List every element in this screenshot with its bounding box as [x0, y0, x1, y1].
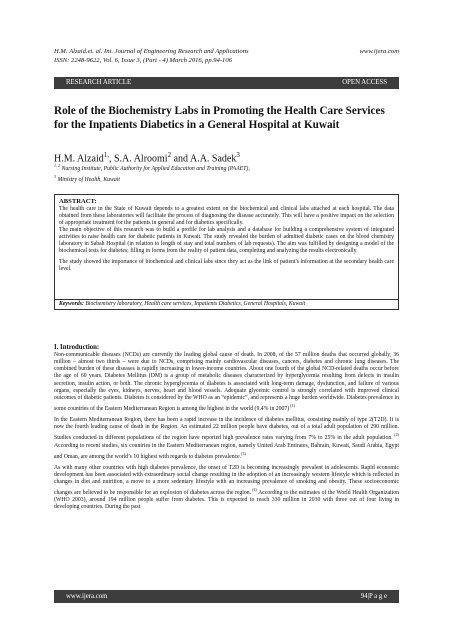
affiliation-2-sup: 3 — [54, 174, 57, 180]
citation-sup: (3) — [241, 450, 246, 456]
author-1: H.M. Alzaid — [54, 153, 104, 165]
keywords-label: Keywords: — [59, 301, 84, 307]
body-paragraph — [54, 417, 399, 461]
author-2: , S.A. Alroomi — [108, 153, 168, 165]
abstract-paragraph: The health care in the State of Kuwait depends to a greatest extent on the biochemical and clinical labs attached at each hospital. The data obtained from these laboratories will facilitate the process of diagnosing the disease accurately. This will have a positive impact on the selection of appropriate treatment for the patients in general and for diabetics specifically. — [59, 206, 394, 227]
author-1-sup: 1, — [103, 151, 109, 159]
citation-sup: (2) — [392, 432, 399, 438]
affiliation-1-sup: 1, 2 — [54, 163, 61, 168]
body-text: Non-communicable diseases (NCDs) are currently the leading global cause of death. In 2008, of the 57 million deaths that occurred globally, 36 million – almost two thirds – were due to NCDs, comprising mainly cardiovascular diseases, cancers, diabetes and chronic lung diseases. The combined burden of these diseases is rapidly increasing in lower-income countries. About one fourth of the global NCD-related deaths occur before the age of 60 years. Diabetes Mellitus (DM) is a group of metabolic diseases characterized by hyperglycemia resulting from defects in insulin secretion, insulin action, or both. The chronic hyperglycemia of diabetes is associated with long-term damage, dysfunction, and failure of various organs, especially the eyes, kidneys, nerves, heart and blood vessels. Adequate glycemic control is strongly correlated with improved clinical outcomes of diabetic patients. Diabetes is considered by the WHO as an “epidemic”, and represents a huge burden worldwide. Diabetes prevalence in some countries of the Eastern Mediterranean Region is among the highest in the world (9.4% in 2007) — [54, 352, 399, 412]
footer-website[interactable]: www.ijera.com — [66, 593, 108, 600]
journal-header — [54, 47, 399, 65]
body-paragraph — [54, 352, 399, 413]
open-access-label: OPEN ACCESS — [342, 79, 387, 86]
body-text: In the Eastern Mediterranean Region, there has been a rapid increase in the incidence of diabetes mellitus, consisting mainly of type 2(T2D). It is now the fourth leading cause of death in the Region. An estimated 22 million people have diabetes, out of a total adult population of 290 million. Studies conducted in different populations of the region have reported high prevalence rates varying from 7% to 25% in the adult population. — [54, 417, 399, 442]
author-3: and A.A. Sadek — [171, 153, 237, 165]
body-text: According to recent studies, six countries in the Eastern Mediterranean region, namely United Arab Emirates, Bahrain, Kuwait, Saudi Arabia, Egypt and Oman, are among the world’s 10 highest with regards to diabetes prevalence. — [54, 442, 399, 460]
keywords-line — [54, 300, 399, 310]
author-3-sup: 3 — [236, 151, 240, 159]
article-type-banner — [54, 77, 399, 89]
affiliation-2: Ministry of Health, Kuwait — [56, 177, 120, 184]
abstract-heading: ABSTRACT: — [59, 198, 97, 205]
research-article-label: RESEARCH ARTICLE — [66, 79, 132, 86]
body-text: As with many other countries with high diabetes prevalence, the onset of T2D is becoming increasingly prevalent in adolescents. Rapid economic development has been associated with extraordinary social change resulting in the adoption of an increasingly western lifestyle which is reflected in changes in diet and nutrition, a move to a more sedentary lifestyle with an increasing prevalence of smoking and obesity. These socioeconomic changes are believed to be responsible for an explosion of diabetes across the region. — [54, 464, 399, 497]
affiliations — [54, 162, 250, 184]
abstract-paragraph: The main objective of this research was to build a profile for lab analysis and a database for building a comprehensive system of integrated activities to raise health care for diabetic patients in Kuwait. The study revealed the burden of admitted diabetic cases on the blood chemistry laboratory in Sabah Hospital (in relation to length of stay and total numbers of lab requests). The aim was fulfilled by designing a model of the biochemical tests for diabetes; filling in forms from the reality of patient data, completing and analyzing the results electronically. — [59, 227, 394, 255]
body-text: According to the estimates of the World Health Organization (WHO 2003), around 194 million people suffer from diabetes. This is expected to reach 330 million in 2030 with three out of four living in developing countries. During the past — [54, 490, 400, 511]
citation-line-2: ISSN: 2248-9622, Vol. 6, Issue 3, (Part - 4) March 2016, pp.94-106 — [54, 57, 232, 64]
paper-title: Role of the Biochemistry Labs in Promoting the Health Care Services for the Inpatients Diabetics in a General Hospital at Kuwait — [54, 105, 385, 132]
citation-sup: (1) — [289, 403, 295, 409]
citation-line-1: H.M. Alzaid.et. al. Int. Journal of Engineering Research and Applications — [54, 48, 249, 55]
page-number: 94|P a g e — [360, 593, 387, 600]
section-body — [54, 352, 399, 516]
section-heading: I. Introduction: — [54, 344, 100, 351]
keywords-text: Biochemistry laboratory, Health care services, Inpatients Diabetics, General Hospitals, Kuwait — [83, 301, 306, 307]
abstract-box — [54, 194, 399, 300]
abstract-paragraph: The study showed the importance of biochemical and clinical labs since they act as the link of patient's information at the secondary health care level. — [59, 259, 394, 273]
citation-sup: (4) — [251, 487, 257, 493]
affiliation-1: Nursing Institute, Public Authority for Applied Education and Training (PAAET), — [60, 165, 250, 172]
page-footer — [54, 590, 399, 603]
header-website[interactable]: www.ijera.com — [359, 48, 399, 55]
body-paragraph — [54, 465, 399, 512]
author-2-sup: 2 — [167, 151, 172, 159]
